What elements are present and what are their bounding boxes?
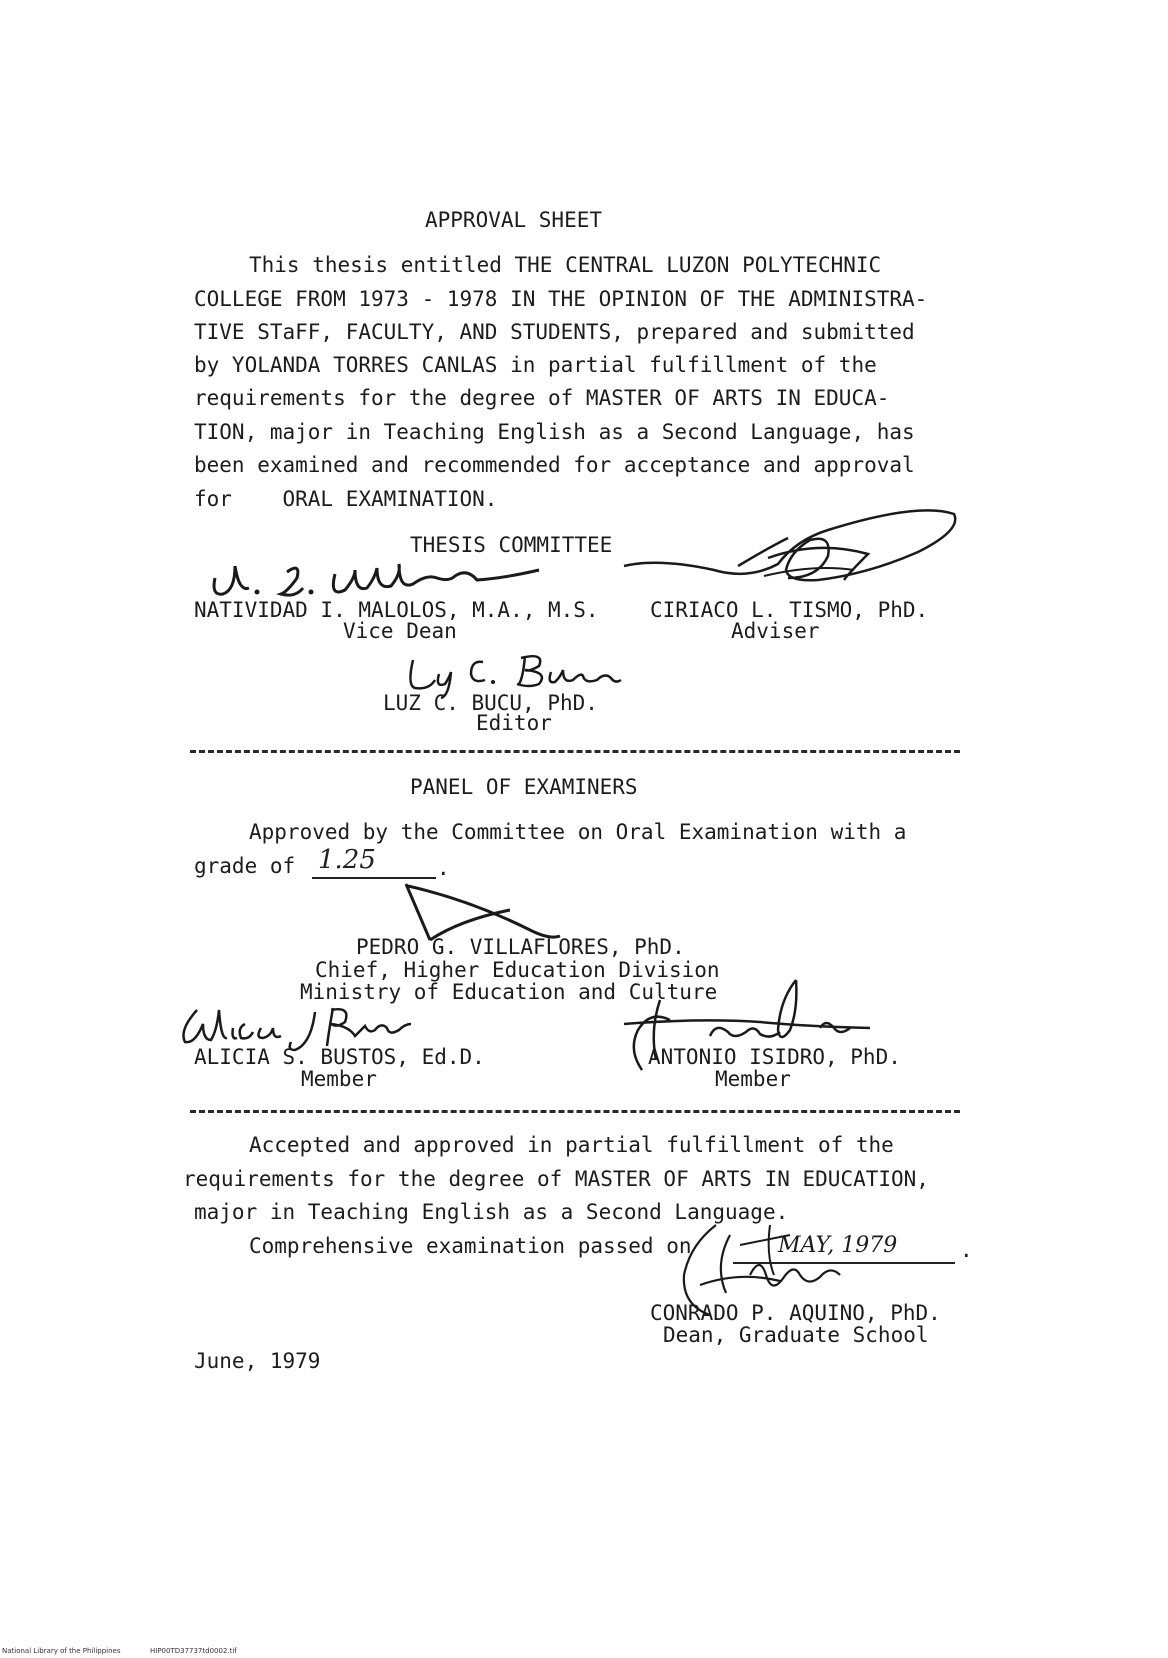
exam-date-period: . <box>960 1238 973 1262</box>
committee-member-tismo-name: CIRIACO L. TISMO, PhD. <box>650 598 929 622</box>
acceptance-line: requirements for the degree of MASTER OF ARTS IN EDUCATION, <box>183 1167 929 1191</box>
footer-library: National Library of the Philippines <box>2 1647 121 1655</box>
body-line: requirements for the degree of MASTER OF ARTS IN EDUCA- <box>194 386 890 410</box>
panel-approval-line: Approved by the Committee on Oral Examination with a <box>249 820 907 844</box>
thesis-committee-heading: THESIS COMMITTEE <box>410 533 613 557</box>
panel-grade-label: grade of <box>194 854 296 878</box>
committee-member-malolos-role: Vice Dean <box>343 619 457 643</box>
committee-member-bucu-name: LUZ C. BUCU, PhD. <box>383 691 598 715</box>
grade-value: 1.25 <box>318 845 376 875</box>
panel-chair-title: Chief, Higher Education Division <box>315 958 720 982</box>
acceptance-line: major in Teaching English as a Second Language. <box>194 1200 789 1224</box>
body-line: TIVE STaFF, FACULTY, AND STUDENTS, prepared and submitted <box>194 320 915 344</box>
body-line: This thesis entitled THE CENTRAL LUZON POLYTECHNIC <box>249 253 882 277</box>
body-line: for ORAL EXAMINATION. <box>194 487 498 511</box>
panel-member-bustos-role: Member <box>301 1067 377 1091</box>
committee-member-malolos-name: NATIVIDAD I. MALOLOS, M.A., M.S. <box>194 598 599 622</box>
grade-underline <box>312 877 436 879</box>
panel-member-bustos-name: ALICIA S. BUSTOS, Ed.D. <box>194 1045 485 1069</box>
panel-chair-ministry: Ministry of Education and Culture <box>300 980 718 1004</box>
document-title: APPROVAL SHEET <box>425 208 603 232</box>
exam-date: MAY, 1979 <box>778 1233 898 1258</box>
body-line: COLLEGE FROM 1973 - 1978 IN THE OPINION OF THE ADMINISTRA- <box>194 287 928 311</box>
exam-passed-label: Comprehensive examination passed on <box>249 1234 692 1258</box>
section-divider <box>190 750 960 753</box>
dean-title: Dean, Graduate School <box>663 1323 929 1347</box>
acceptance-line: Accepted and approved in partial fulfillment of the <box>249 1133 894 1157</box>
footer-file: HIP00TD37737td0002.tif <box>150 1647 237 1655</box>
committee-member-tismo-role: Adviser <box>731 619 820 643</box>
committee-member-bucu-role: Editor <box>476 711 552 735</box>
grade-period: . <box>437 856 450 880</box>
panel-member-isidro-name: ANTONIO ISIDRO, PhD. <box>648 1045 901 1069</box>
dean-name: CONRADO P. AQUINO, PhD. <box>650 1301 941 1325</box>
section-divider <box>190 1110 960 1113</box>
body-line: TION, major in Teaching English as a Second Language, has <box>194 420 915 444</box>
document-date: June, 1979 <box>194 1349 321 1373</box>
panel-heading: PANEL OF EXAMINERS <box>410 775 638 799</box>
body-line: been examined and recommended for acceptance and approval <box>194 453 915 477</box>
body-line: by YOLANDA TORRES CANLAS in partial fulfillment of the <box>194 353 877 377</box>
panel-member-isidro-role: Member <box>715 1067 791 1091</box>
panel-chair-name: PEDRO G. VILLAFLORES, PhD. <box>356 935 685 959</box>
